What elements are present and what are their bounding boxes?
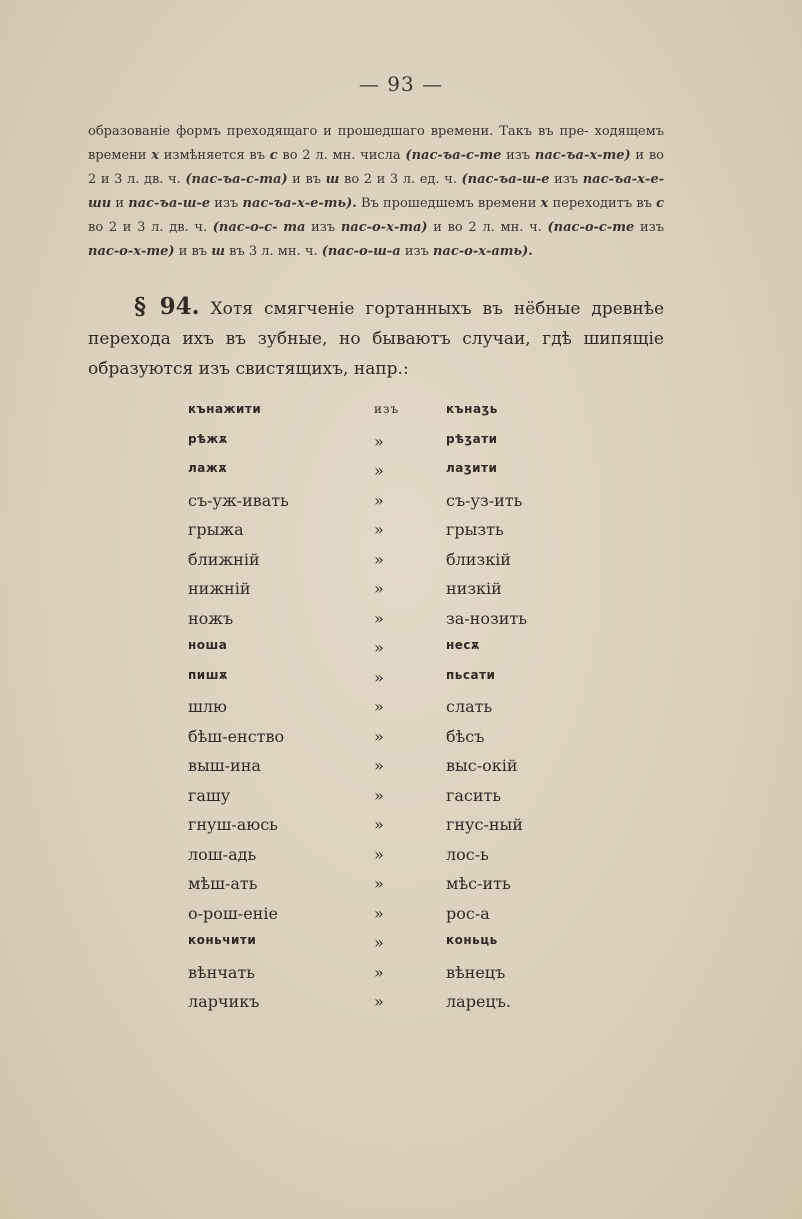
intro-example: пас-ъа-х-е-ть). — [242, 196, 357, 211]
intro-line: переходитъ въ — [548, 196, 657, 211]
source-word: пишѫ — [188, 667, 228, 682]
section-text: Хотя смягченіе гортанныхъ въ нёбные древнѣе перехода ихъ въ зубные, но бываютъ случаи, гдѣ шипящіе образуются изъ свистящихъ, напр.: — [88, 299, 664, 379]
intro-line: измѣняется въ — [158, 148, 270, 163]
target-word: гасить — [446, 785, 502, 805]
target-word: рѣӡати — [446, 431, 498, 446]
target-word: лаӡити — [446, 461, 498, 475]
intro-line: во 2 и 3 л. дв. ч. — [88, 220, 213, 235]
table-row — [188, 992, 608, 1022]
intro-example: та — [283, 220, 306, 235]
derivation-marker: » — [374, 933, 384, 952]
source-word: мѣш-ать — [188, 874, 258, 893]
derivation-marker: » — [374, 667, 384, 687]
intro-line: и въ — [287, 172, 326, 187]
table-row — [188, 815, 608, 845]
table-row — [188, 638, 608, 668]
source-word: ножъ — [188, 608, 234, 628]
source-word: ларчикъ — [188, 992, 260, 1011]
derivation-marker: » — [374, 992, 384, 1011]
intro-example: х — [151, 148, 159, 163]
intro-line: въ 3 л. мн. ч. — [225, 244, 322, 259]
derivation-marker: » — [374, 579, 384, 598]
source-word: кънажити — [188, 402, 262, 416]
table-row — [188, 874, 608, 904]
source-word: съ-уж-ивать — [188, 490, 289, 510]
intro-example: с — [269, 148, 278, 163]
intro-line: ед. ч. — [419, 172, 462, 187]
derivation-marker: » — [374, 461, 384, 480]
table-row — [188, 845, 608, 875]
intro-line: образованіе формъ преходящаго и прошедшаго времени. Такъ въ пре- — [88, 124, 589, 139]
table-row — [188, 933, 608, 963]
target-word: кънаӡь — [446, 402, 498, 416]
derivation-marker: » — [374, 874, 384, 893]
derivation-marker: » — [374, 638, 384, 657]
source-word: нижній — [188, 579, 251, 598]
intro-line: во 2 и 3 л. — [339, 172, 416, 187]
target-word: вѣнецъ — [446, 962, 506, 982]
target-word: грызть — [446, 520, 504, 539]
derivation-marker: изъ — [374, 402, 400, 416]
derivation-marker: » — [374, 815, 384, 834]
intro-line: изъ — [400, 244, 433, 259]
page-number: — 93 — — [358, 72, 444, 96]
source-word: о-рош-еніе — [188, 903, 278, 923]
target-word: коньць — [446, 933, 498, 947]
target-word: съ-уз-ить — [446, 490, 523, 510]
intro-line: и во 2 и 3 л. дв. ч. — [88, 148, 664, 187]
intro-example: пас-о-х-те) — [88, 244, 175, 259]
derivation-marker: » — [374, 726, 384, 746]
intro-example: х — [540, 196, 549, 211]
derivation-marker: » — [374, 844, 384, 864]
target-word: бѣсъ — [446, 726, 485, 746]
target-word: мѣс-ить — [446, 874, 511, 893]
table-row — [188, 786, 608, 816]
table-row — [188, 668, 608, 698]
derivation-marker: » — [374, 431, 384, 451]
table-row — [188, 697, 608, 727]
intro-paragraph — [88, 120, 664, 264]
source-word: гашу — [188, 785, 231, 805]
source-word: ближній — [188, 549, 260, 569]
intro-example: с — [656, 196, 665, 211]
intro-example: (пас-ъа-с-та) — [185, 172, 288, 187]
table-row — [188, 402, 608, 432]
intro-line: и въ — [174, 244, 208, 259]
intro-example: (пас-о-с- — [212, 220, 278, 235]
intro-example: пас-ъа-х-те) — [534, 148, 631, 163]
intro-line: и — [111, 196, 129, 211]
source-word: ноша — [188, 638, 228, 652]
table-row — [188, 550, 608, 580]
derivation-marker: » — [374, 903, 384, 923]
source-word: коньчити — [188, 933, 257, 947]
intro-line: и во 2 л. мн. ч. — [427, 220, 548, 235]
section-paragraph — [88, 292, 664, 384]
table-row — [188, 963, 608, 993]
table-row — [188, 579, 608, 609]
table-row — [188, 520, 608, 550]
intro-example: (пас-ъа-с-те — [405, 148, 502, 163]
target-word: пьсати — [446, 667, 496, 682]
source-word: грыжа — [188, 520, 244, 539]
derivation-marker: » — [374, 756, 384, 775]
source-word: лош-адь — [188, 844, 257, 864]
source-word: выш-ина — [188, 756, 261, 775]
source-word: лажѫ — [188, 461, 228, 475]
intro-line: изъ — [506, 148, 535, 163]
table-row — [188, 491, 608, 521]
target-word: за-нозить — [446, 608, 527, 628]
intro-line: изъ — [305, 220, 341, 235]
source-word: вѣнчать — [188, 962, 255, 982]
intro-line: изъ — [634, 220, 664, 235]
target-word: гнус-ный — [446, 815, 523, 834]
table-row — [188, 461, 608, 491]
derivation-marker: » — [374, 608, 384, 628]
source-word: рѣжѫ — [188, 431, 228, 446]
target-word: ларецъ. — [446, 992, 511, 1011]
intro-line: Въ прошедшемъ времени — [360, 196, 541, 211]
word-pairs-table — [188, 402, 608, 1022]
target-word: выс-окій — [446, 756, 518, 775]
derivation-marker: » — [374, 962, 384, 982]
target-word: несѫ — [446, 638, 480, 652]
intro-example: (пас-ъа-ш-е — [461, 172, 550, 187]
intro-example: пас-о-х-та) — [340, 220, 428, 235]
intro-example: (пас-о-с-те — [547, 220, 635, 235]
derivation-marker: » — [374, 785, 384, 805]
target-word: слать — [446, 697, 493, 716]
derivation-marker: » — [374, 697, 384, 716]
intro-example: ш — [211, 244, 226, 259]
intro-example: пас-о-х-ать). — [432, 244, 533, 259]
table-row — [188, 904, 608, 934]
table-row — [188, 756, 608, 786]
section-number: § 94. — [134, 293, 200, 320]
table-row — [188, 609, 608, 639]
intro-line: ходящемъ времени — [88, 124, 665, 163]
derivation-marker: » — [374, 549, 384, 569]
table-row — [188, 432, 608, 462]
source-word: гнуш-аюсь — [188, 815, 278, 834]
target-word: лос-ь — [446, 844, 489, 864]
intro-example: ш — [325, 172, 340, 187]
source-word: бѣш-енство — [188, 726, 285, 746]
source-word: шлю — [188, 697, 227, 716]
intro-line: во 2 л. мн. числа — [277, 148, 406, 163]
derivation-marker: » — [374, 520, 384, 539]
target-word: близкій — [446, 549, 511, 569]
table-row — [188, 727, 608, 757]
intro-example: пас-ъа-ш-е — [128, 196, 211, 211]
intro-line: изъ — [210, 196, 243, 211]
target-word: рос-а — [446, 903, 490, 923]
intro-example: (пас-о-ш-а — [321, 244, 401, 259]
intro-example: пас-ъа-х-е-ши — [88, 172, 664, 211]
target-word: низкій — [446, 579, 502, 598]
intro-line: изъ — [549, 172, 583, 187]
derivation-marker: » — [374, 490, 384, 510]
